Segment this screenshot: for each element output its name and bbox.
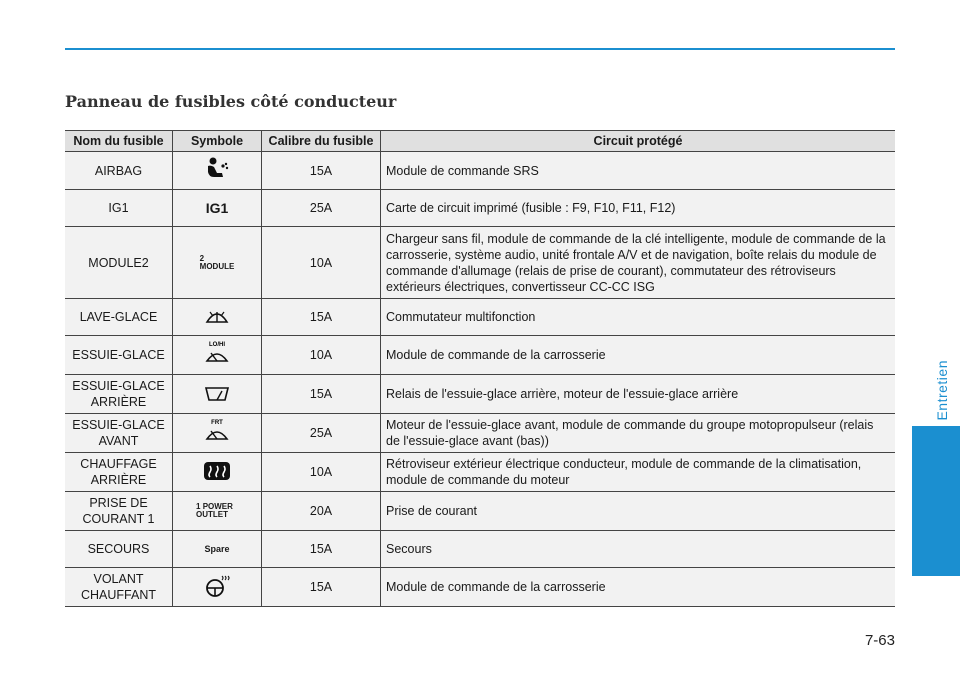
section-tab — [912, 426, 960, 576]
fuse-name: SECOURS — [65, 531, 173, 568]
table-row — [65, 375, 895, 414]
fuse-rating: 15A — [262, 152, 381, 190]
table-row — [65, 227, 895, 299]
fuse-name: LAVE-GLACE — [65, 299, 173, 336]
table-row — [65, 453, 895, 492]
fuse-table — [65, 130, 895, 607]
fuse-rating: 10A — [262, 453, 381, 492]
table-row — [65, 336, 895, 375]
fuse-circuit: Chargeur sans fil, module de commande de la clé intelligente, module de commande de la carrosserie, système audio, unité frontale A/V et de navigation, boîte relais du module de commande d'allumage (relais de prise de courant), commutateur des rétroviseurs extérieurs électriques, convertisseur CC-CC ISG — [381, 227, 896, 299]
fuse-rating: 20A — [262, 492, 381, 531]
page-number: 7-63 — [864, 632, 895, 649]
table-row — [65, 190, 895, 227]
table-row — [65, 492, 895, 531]
table-row — [65, 152, 895, 190]
fuse-name: AIRBAG — [65, 152, 173, 190]
table-header-row — [65, 131, 895, 152]
fuse-name: ESSUIE-GLACE — [65, 336, 173, 375]
fuse-circuit: Relais de l'essuie-glace arrière, moteur de l'essuie-glace arrière — [381, 375, 896, 414]
ig1-symbol: IG1 — [205, 200, 229, 216]
section-side-label: Entretien — [934, 360, 950, 421]
fuse-circuit: Moteur de l'essuie-glace avant, module de commande du groupe motopropulseur (relais de l'essuie-glace avant (bas)) — [381, 414, 896, 453]
fuse-name: IG1 — [65, 190, 173, 227]
header-symbol: Symbole — [173, 131, 262, 152]
table-row — [65, 568, 895, 607]
fuse-rating: 10A — [262, 336, 381, 375]
fuse-circuit: Rétroviseur extérieur électrique conducteur, module de commande de la climatisation, module de commande du moteur — [381, 453, 896, 492]
fuse-rating: 25A — [262, 414, 381, 453]
fuse-rating: 25A — [262, 190, 381, 227]
fuse-circuit: Carte de circuit imprimé (fusible : F9, F10, F11, F12) — [381, 190, 896, 227]
header-rating: Calibre du fusible — [262, 131, 381, 152]
fuse-rating: 15A — [262, 299, 381, 336]
fuse-name: MODULE2 — [65, 227, 173, 299]
module2-symbol: 2 MODULE — [199, 253, 235, 271]
table-row — [65, 531, 895, 568]
wiper-lo-hi-icon — [187, 339, 247, 367]
header-circuit: Circuit protégé — [381, 131, 896, 152]
svg-text:LO/HI: LO/HI — [209, 342, 225, 348]
power-outlet-symbol: 1 POWER OUTLET — [196, 502, 233, 519]
fuse-name: VOLANT CHAUFFANT — [65, 568, 173, 607]
fuse-circuit: Prise de courant — [381, 492, 896, 531]
fuse-circuit: Commutateur multifonction — [381, 299, 896, 336]
fuse-name: ESSUIE-GLACE ARRIÈRE — [65, 375, 173, 414]
fuse-rating: 15A — [262, 375, 381, 414]
fuse-name: ESSUIE-GLACE AVANT — [65, 414, 173, 453]
svg-text:FRT: FRT — [211, 420, 223, 426]
spare-symbol: Spare — [204, 544, 230, 554]
fuse-rating: 15A — [262, 531, 381, 568]
rear-defrost-icon — [187, 457, 247, 485]
fuse-circuit: Module de commande de la carrosserie — [381, 336, 896, 375]
fuse-circuit: Module de commande SRS — [381, 152, 896, 190]
section-heading: Panneau de fusibles côté conducteur — [65, 92, 397, 111]
table-row — [65, 414, 895, 453]
fuse-circuit: Module de commande de la carrosserie — [381, 568, 896, 607]
heated-steering-wheel-icon — [187, 572, 247, 600]
fuse-name: CHAUFFAGE ARRIÈRE — [65, 453, 173, 492]
washer-icon — [187, 303, 247, 331]
airbag-seat-icon — [187, 155, 247, 183]
table-row — [65, 299, 895, 336]
fuse-rating: 15A — [262, 568, 381, 607]
fuse-name: PRISE DE COURANT 1 — [65, 492, 173, 531]
header-fuse-name: Nom du fusible — [65, 131, 173, 152]
top-rule — [65, 48, 895, 50]
front-wiper-icon — [187, 417, 247, 445]
rear-wiper-icon — [187, 380, 247, 408]
fuse-circuit: Secours — [381, 531, 896, 568]
fuse-rating: 10A — [262, 227, 381, 299]
